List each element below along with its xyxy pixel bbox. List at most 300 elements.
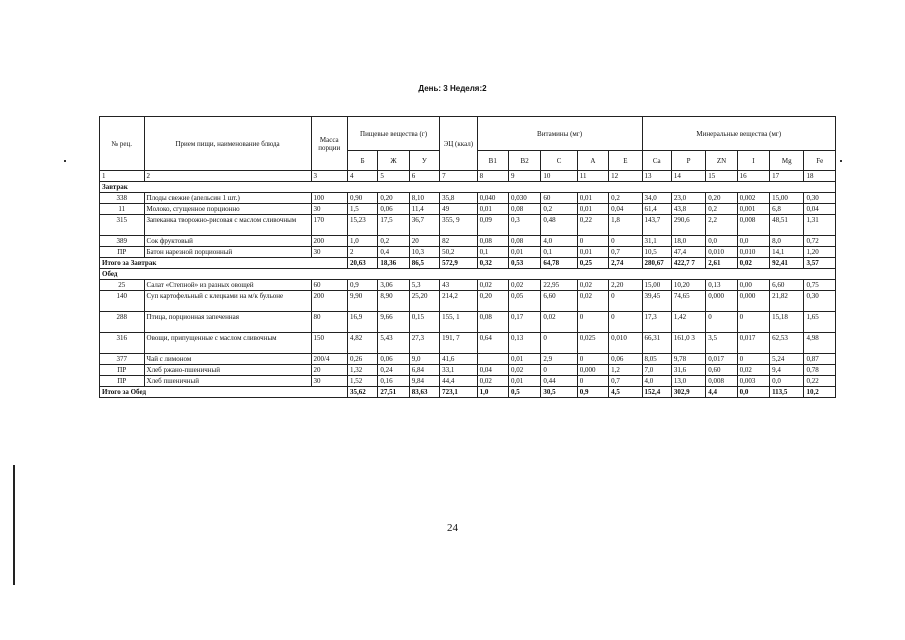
menu-table: [99, 116, 836, 398]
recipe-no-cell: 25: [100, 280, 145, 291]
value-cell: 15,00: [642, 280, 671, 291]
header-col-label: С: [541, 151, 577, 171]
header-col-label: Б: [347, 151, 377, 171]
value-cell: 10,20: [671, 280, 705, 291]
value-cell: 0,002: [737, 193, 769, 204]
total-value-cell: 4,5: [609, 387, 642, 398]
value-cell: 0,06: [378, 204, 409, 215]
dish-name-cell: Молоко, сгущенное порционно: [144, 204, 311, 215]
value-cell: 0,04: [609, 204, 642, 215]
scan-artifact-dot: [64, 160, 66, 162]
table-row: [100, 215, 836, 236]
dish-name-cell: Хлеб ржано-пшеничный: [144, 365, 311, 376]
total-value-cell: 113,5: [770, 387, 804, 398]
value-cell: 18,0: [671, 236, 705, 247]
value-cell: 0,000: [706, 291, 737, 312]
value-cell: 17,5: [378, 215, 409, 236]
value-cell: 9,4: [770, 365, 804, 376]
column-number: 13: [642, 171, 671, 182]
portion-cell: 80: [311, 312, 347, 333]
header-row-top: [100, 117, 836, 151]
value-cell: 0,05: [508, 291, 540, 312]
section-header-row: [100, 182, 836, 193]
total-value-cell: 152,4: [642, 387, 671, 398]
portion-cell: 150: [311, 333, 347, 354]
header-col-label: У: [409, 151, 439, 171]
portion-cell: 30: [311, 204, 347, 215]
header-col-label: Fe: [804, 151, 836, 171]
total-value-cell: 35,62: [347, 387, 377, 398]
value-cell: 3,5: [706, 333, 737, 354]
value-cell: 0,008: [706, 376, 737, 387]
value-cell: 34,0: [642, 193, 671, 204]
column-number: 17: [770, 171, 804, 182]
total-value-cell: 3,57: [804, 258, 836, 269]
header-energy: ЭЦ (ккал): [440, 117, 477, 171]
section-header-row: [100, 269, 836, 280]
header-recipe-no: № рец.: [100, 117, 145, 171]
dish-name-cell: Птица, порционная запеченная: [144, 312, 311, 333]
value-cell: 0,02: [508, 280, 540, 291]
table-row: [100, 365, 836, 376]
total-value-cell: 0,32: [477, 258, 508, 269]
value-cell: 20: [409, 236, 439, 247]
value-cell: 0,01: [577, 247, 608, 258]
value-cell: 7,0: [642, 365, 671, 376]
value-cell: 62,53: [770, 333, 804, 354]
header-portion-mass: Масса порции: [311, 117, 347, 171]
value-cell: 0,60: [706, 365, 737, 376]
table-row: [100, 291, 836, 312]
value-cell: 0,02: [477, 376, 508, 387]
value-cell: 0: [577, 354, 608, 365]
value-cell: 0,040: [477, 193, 508, 204]
value-cell: 0: [577, 376, 608, 387]
value-cell: 0,01: [508, 376, 540, 387]
value-cell: 9,84: [409, 376, 439, 387]
value-cell: 23,0: [671, 193, 705, 204]
value-cell: 6,84: [409, 365, 439, 376]
header-col-label: Е: [609, 151, 642, 171]
value-cell: 0,17: [508, 312, 540, 333]
dish-name-cell: Запеканка творожно-рисовая с маслом сливочным: [144, 215, 311, 236]
value-cell: 0,02: [508, 365, 540, 376]
value-cell: 48,51: [770, 215, 804, 236]
dish-name-cell: Плоды свежие (апельсин 1 шт.): [144, 193, 311, 204]
recipe-no-cell: ПР: [100, 376, 145, 387]
value-cell: 0,003: [737, 376, 769, 387]
value-cell: 0,04: [477, 365, 508, 376]
value-cell: 0,01: [577, 193, 608, 204]
value-cell: 1,52: [347, 376, 377, 387]
value-cell: 0: [541, 365, 577, 376]
total-value-cell: 422,7 7: [671, 258, 705, 269]
portion-cell: 170: [311, 215, 347, 236]
section-title: Завтрак: [100, 182, 836, 193]
total-value-cell: 27,51: [378, 387, 409, 398]
column-number: 8: [477, 171, 508, 182]
value-cell: 10,5: [642, 247, 671, 258]
column-number: 1: [100, 171, 145, 182]
value-cell: 0,01: [577, 204, 608, 215]
table-row: [100, 247, 836, 258]
recipe-no-cell: 316: [100, 333, 145, 354]
total-value-cell: 18,36: [378, 258, 409, 269]
value-cell: 25,20: [409, 291, 439, 312]
value-cell: 0,02: [477, 280, 508, 291]
header-row-numbers: [100, 171, 836, 182]
column-number: 12: [609, 171, 642, 182]
total-value-cell: 83,63: [409, 387, 439, 398]
value-cell: 0,87: [804, 354, 836, 365]
scan-artifact-dot: [840, 160, 842, 162]
value-cell: 44,4: [440, 376, 477, 387]
value-cell: 2,9: [541, 354, 577, 365]
value-cell: 0,02: [737, 365, 769, 376]
value-cell: 0,2: [609, 193, 642, 204]
value-cell: 0,24: [378, 365, 409, 376]
total-value-cell: 0,5: [508, 387, 540, 398]
value-cell: 0,72: [804, 236, 836, 247]
value-cell: 10,3: [409, 247, 439, 258]
value-cell: 0,030: [508, 193, 540, 204]
value-cell: 0,16: [378, 376, 409, 387]
header-meal-name: Прием пищи, наименование блюда: [144, 117, 311, 171]
portion-cell: 200: [311, 291, 347, 312]
value-cell: 0,20: [706, 193, 737, 204]
value-cell: 0: [737, 354, 769, 365]
total-value-cell: 0,0: [737, 387, 769, 398]
value-cell: 0,2: [706, 204, 737, 215]
total-value-cell: 30,5: [541, 387, 577, 398]
value-cell: 0,017: [706, 354, 737, 365]
header-col-label: ZN: [706, 151, 737, 171]
value-cell: 0,01: [477, 204, 508, 215]
value-cell: 17,3: [642, 312, 671, 333]
value-cell: 0,26: [347, 354, 377, 365]
table-row: [100, 312, 836, 333]
header-col-label: А: [577, 151, 608, 171]
portion-cell: 30: [311, 247, 347, 258]
value-cell: 9,66: [378, 312, 409, 333]
page-heading: День: 3 Неделя:2: [418, 84, 487, 93]
table-row: [100, 204, 836, 215]
total-value-cell: 0,25: [577, 258, 608, 269]
value-cell: 1,32: [347, 365, 377, 376]
total-label: Итого за Обед: [100, 387, 348, 398]
value-cell: 0,2: [378, 236, 409, 247]
value-cell: 0: [609, 312, 642, 333]
dish-name-cell: Хлеб пшеничный: [144, 376, 311, 387]
value-cell: 1,20: [804, 247, 836, 258]
header-col-label: Са: [642, 151, 671, 171]
value-cell: 0,010: [706, 247, 737, 258]
portion-cell: 20: [311, 365, 347, 376]
value-cell: 191, 7: [440, 333, 477, 354]
total-value-cell: 92,41: [770, 258, 804, 269]
value-cell: 4,0: [541, 236, 577, 247]
column-number: 3: [311, 171, 347, 182]
value-cell: 0,04: [804, 204, 836, 215]
value-cell: 11,4: [409, 204, 439, 215]
value-cell: 0,2: [541, 204, 577, 215]
value-cell: 5,43: [378, 333, 409, 354]
value-cell: 0,0: [706, 236, 737, 247]
value-cell: 8,10: [409, 193, 439, 204]
header-vitamins: Витамины (мг): [477, 117, 642, 151]
section-title: Обед: [100, 269, 836, 280]
recipe-no-cell: 315: [100, 215, 145, 236]
value-cell: 290,6: [671, 215, 705, 236]
value-cell: 0,15: [409, 312, 439, 333]
total-row: [100, 387, 836, 398]
value-cell: 31,1: [642, 236, 671, 247]
value-cell: 82: [440, 236, 477, 247]
value-cell: 6,60: [770, 280, 804, 291]
recipe-no-cell: ПР: [100, 365, 145, 376]
value-cell: 0,02: [577, 280, 608, 291]
value-cell: 214,2: [440, 291, 477, 312]
column-number: 18: [804, 171, 836, 182]
total-value-cell: 2,74: [609, 258, 642, 269]
header-col-label: В2: [508, 151, 540, 171]
recipe-no-cell: 377: [100, 354, 145, 365]
column-number: 5: [378, 171, 409, 182]
value-cell: 0,30: [804, 291, 836, 312]
value-cell: 0,1: [541, 247, 577, 258]
value-cell: 61,4: [642, 204, 671, 215]
value-cell: 0,13: [508, 333, 540, 354]
value-cell: 0,22: [804, 376, 836, 387]
value-cell: 0,010: [737, 247, 769, 258]
value-cell: 0,78: [804, 365, 836, 376]
total-value-cell: 10,2: [804, 387, 836, 398]
value-cell: 0,08: [508, 204, 540, 215]
value-cell: 41,6: [440, 354, 477, 365]
value-cell: [477, 354, 508, 365]
value-cell: 0,22: [577, 215, 608, 236]
value-cell: 2: [347, 247, 377, 258]
dish-name-cell: Суп картофельный с клецками на м/к бульоне: [144, 291, 311, 312]
value-cell: 0,001: [737, 204, 769, 215]
value-cell: 0: [609, 291, 642, 312]
value-cell: 0,9: [347, 280, 377, 291]
column-number: 9: [508, 171, 540, 182]
total-value-cell: 64,78: [541, 258, 577, 269]
recipe-no-cell: 140: [100, 291, 145, 312]
recipe-no-cell: 338: [100, 193, 145, 204]
value-cell: 0: [577, 312, 608, 333]
value-cell: 1,42: [671, 312, 705, 333]
value-cell: 0,08: [477, 312, 508, 333]
value-cell: 8,90: [378, 291, 409, 312]
table-row: [100, 333, 836, 354]
header-col-label: I: [737, 151, 769, 171]
table-row: [100, 236, 836, 247]
value-cell: 0: [737, 312, 769, 333]
column-number: 16: [737, 171, 769, 182]
total-value-cell: 20,63: [347, 258, 377, 269]
column-number: 15: [706, 171, 737, 182]
total-value-cell: 280,67: [642, 258, 671, 269]
value-cell: 0,75: [804, 280, 836, 291]
recipe-no-cell: 389: [100, 236, 145, 247]
value-cell: 14,1: [770, 247, 804, 258]
value-cell: 35,8: [440, 193, 477, 204]
value-cell: 4,98: [804, 333, 836, 354]
value-cell: 0,48: [541, 215, 577, 236]
value-cell: 0: [706, 312, 737, 333]
value-cell: 0,02: [541, 312, 577, 333]
value-cell: 1,65: [804, 312, 836, 333]
total-value-cell: 0,9: [577, 387, 608, 398]
value-cell: 355, 9: [440, 215, 477, 236]
table-row: [100, 193, 836, 204]
value-cell: 0,017: [737, 333, 769, 354]
total-row: [100, 258, 836, 269]
value-cell: 27,3: [409, 333, 439, 354]
column-number: 11: [577, 171, 608, 182]
value-cell: 0,20: [477, 291, 508, 312]
value-cell: 74,65: [671, 291, 705, 312]
value-cell: 155, 1: [440, 312, 477, 333]
total-value-cell: 0,02: [737, 258, 769, 269]
value-cell: 0,010: [609, 333, 642, 354]
column-number: 10: [541, 171, 577, 182]
value-cell: 0: [609, 236, 642, 247]
value-cell: 16,9: [347, 312, 377, 333]
value-cell: 0,00: [737, 280, 769, 291]
value-cell: 0,06: [609, 354, 642, 365]
total-value-cell: 86,5: [409, 258, 439, 269]
value-cell: 2,2: [706, 215, 737, 236]
value-cell: 0,64: [477, 333, 508, 354]
value-cell: 1,31: [804, 215, 836, 236]
value-cell: 0,02: [577, 291, 608, 312]
value-cell: 22,95: [541, 280, 577, 291]
value-cell: 31,6: [671, 365, 705, 376]
value-cell: 0,90: [347, 193, 377, 204]
value-cell: 49: [440, 204, 477, 215]
table-row: [100, 280, 836, 291]
column-number: 14: [671, 171, 705, 182]
value-cell: 43,8: [671, 204, 705, 215]
page-number: 24: [447, 522, 458, 534]
header-col-label: Ж: [378, 151, 409, 171]
total-value-cell: 302,9: [671, 387, 705, 398]
value-cell: 0,30: [804, 193, 836, 204]
recipe-no-cell: 288: [100, 312, 145, 333]
recipe-no-cell: ПР: [100, 247, 145, 258]
total-value-cell: 4,4: [706, 387, 737, 398]
value-cell: 0,000: [577, 365, 608, 376]
value-cell: 36,7: [409, 215, 439, 236]
value-cell: 0: [577, 236, 608, 247]
value-cell: 66,31: [642, 333, 671, 354]
value-cell: 21,82: [770, 291, 804, 312]
value-cell: 5,24: [770, 354, 804, 365]
value-cell: 0,025: [577, 333, 608, 354]
value-cell: 1,5: [347, 204, 377, 215]
value-cell: 5,3: [409, 280, 439, 291]
value-cell: 0,1: [477, 247, 508, 258]
portion-cell: 30: [311, 376, 347, 387]
column-number: 7: [440, 171, 477, 182]
value-cell: 0,0: [770, 376, 804, 387]
value-cell: 1,2: [609, 365, 642, 376]
value-cell: 9,90: [347, 291, 377, 312]
portion-cell: 200/4: [311, 354, 347, 365]
header-minerals: Минеральные вещества (мг): [642, 117, 835, 151]
value-cell: 8,0: [770, 236, 804, 247]
header-col-label: Mg: [770, 151, 804, 171]
column-number: 6: [409, 171, 439, 182]
value-cell: 0,7: [609, 247, 642, 258]
header-col-label: В1: [477, 151, 508, 171]
value-cell: 4,0: [642, 376, 671, 387]
table-row: [100, 354, 836, 365]
value-cell: 9,0: [409, 354, 439, 365]
value-cell: 0,008: [737, 215, 769, 236]
dish-name-cell: Батон нарезной порционный: [144, 247, 311, 258]
portion-cell: 100: [311, 193, 347, 204]
value-cell: 6,60: [541, 291, 577, 312]
header-nutrients: Пищевые вещества (г): [347, 117, 439, 151]
value-cell: 0,4: [378, 247, 409, 258]
column-number: 4: [347, 171, 377, 182]
dish-name-cell: Салат «Степной» из разных овощей: [144, 280, 311, 291]
value-cell: 0,06: [378, 354, 409, 365]
portion-cell: 60: [311, 280, 347, 291]
value-cell: 6,8: [770, 204, 804, 215]
total-value-cell: 723,1: [440, 387, 477, 398]
value-cell: 0,08: [508, 236, 540, 247]
value-cell: 1,0: [347, 236, 377, 247]
total-value-cell: 572,9: [440, 258, 477, 269]
value-cell: 60: [541, 193, 577, 204]
value-cell: 1,8: [609, 215, 642, 236]
table-row: [100, 376, 836, 387]
dish-name-cell: Чай с лимоном: [144, 354, 311, 365]
value-cell: 47,4: [671, 247, 705, 258]
value-cell: 0,08: [477, 236, 508, 247]
value-cell: 13,0: [671, 376, 705, 387]
value-cell: 0,01: [508, 247, 540, 258]
value-cell: 161,0 3: [671, 333, 705, 354]
value-cell: 8,05: [642, 354, 671, 365]
portion-cell: 200: [311, 236, 347, 247]
value-cell: 2,20: [609, 280, 642, 291]
value-cell: 0,13: [706, 280, 737, 291]
recipe-no-cell: 11: [100, 204, 145, 215]
value-cell: 0,000: [737, 291, 769, 312]
value-cell: 43: [440, 280, 477, 291]
value-cell: 39,45: [642, 291, 671, 312]
value-cell: 4,82: [347, 333, 377, 354]
total-value-cell: 0,53: [508, 258, 540, 269]
value-cell: 143,7: [642, 215, 671, 236]
value-cell: 33,1: [440, 365, 477, 376]
value-cell: 0: [541, 333, 577, 354]
dish-name-cell: Овощи, припущенные с маслом сливочным: [144, 333, 311, 354]
value-cell: 15,18: [770, 312, 804, 333]
value-cell: 0,09: [477, 215, 508, 236]
value-cell: 3,06: [378, 280, 409, 291]
total-label: Итого за Завтрак: [100, 258, 348, 269]
dish-name-cell: Сок фруктовый: [144, 236, 311, 247]
value-cell: 0,3: [508, 215, 540, 236]
value-cell: 0,20: [378, 193, 409, 204]
